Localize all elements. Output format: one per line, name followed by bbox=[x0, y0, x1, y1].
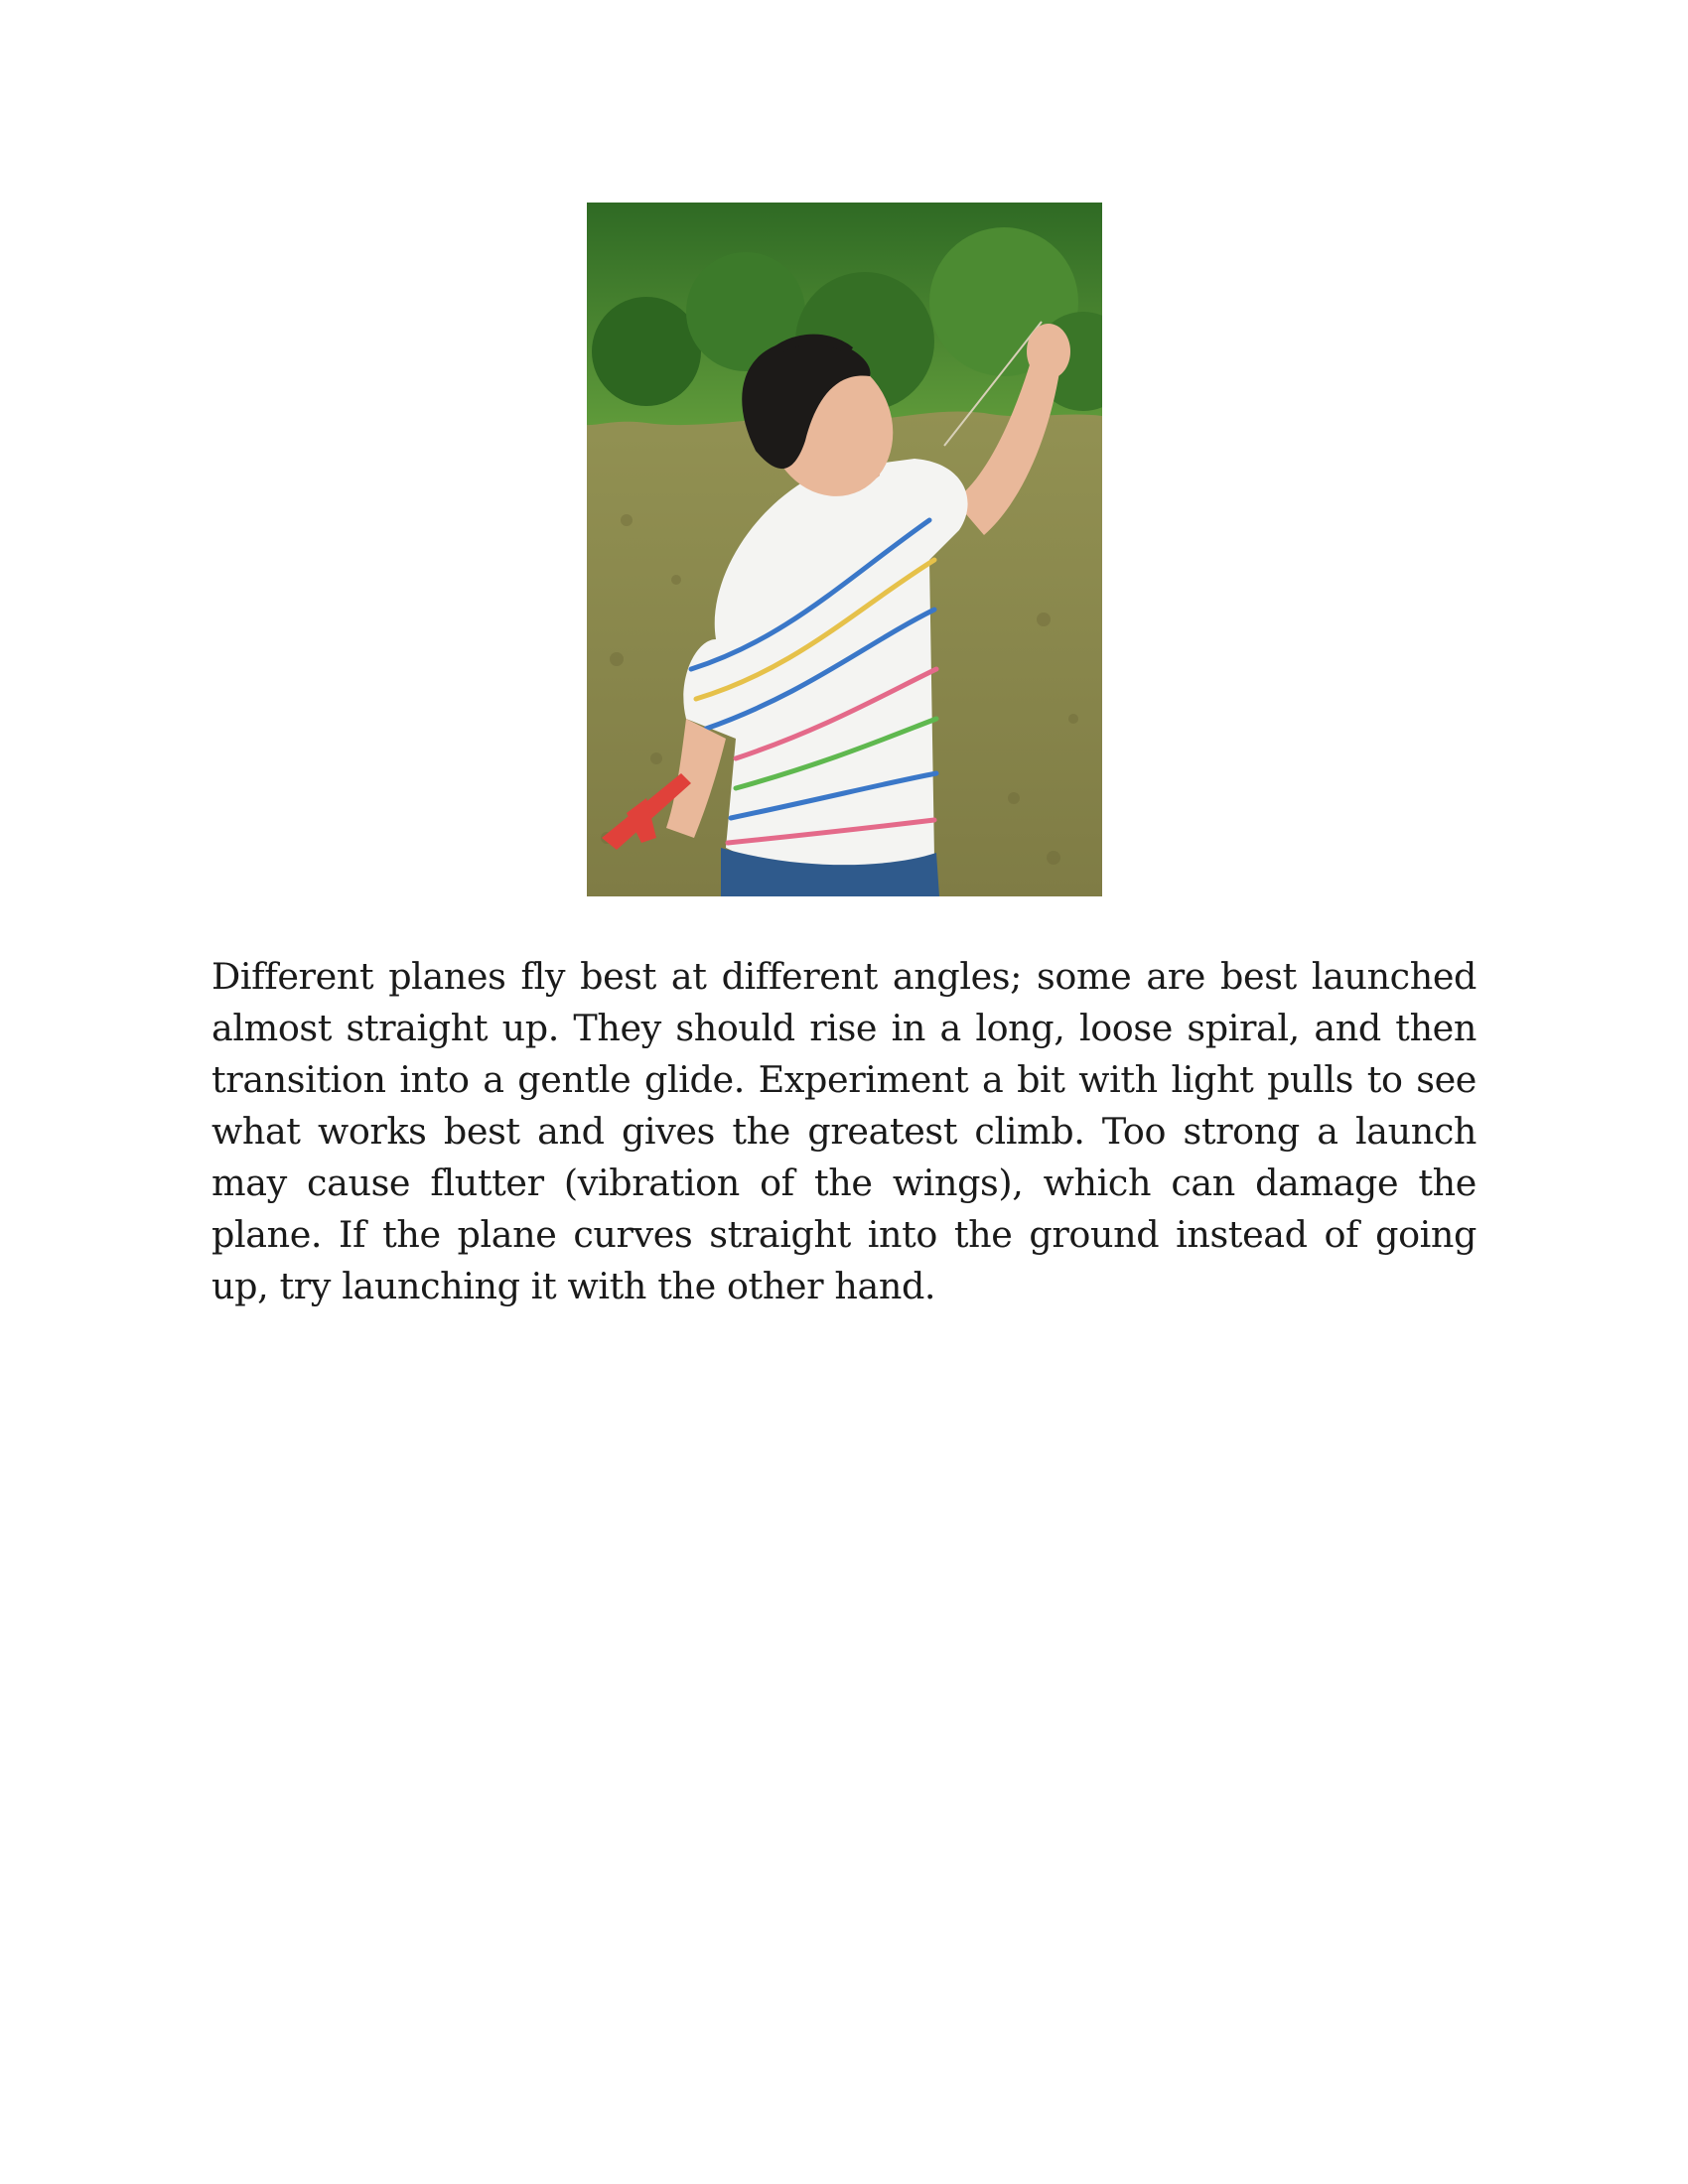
body-paragraph: Different planes fly best at different angles; some are best launched almost straight up. They should rise in a long, loose spiral, and then transition into a gentle glide. Experiment a bit with light pulls to see what works best and gives the greatest climb. Too strong a launch may cause flutter (vibration of the wings), which can damage the plane. If the plane curves straight into the ground instead of going up, try launching it with the other hand. bbox=[211, 955, 1477, 1307]
tree-clump bbox=[592, 297, 701, 406]
raised-hand bbox=[1027, 324, 1070, 379]
boy-launching-glider-photo bbox=[587, 203, 1102, 896]
photo-illustration bbox=[587, 203, 1102, 896]
